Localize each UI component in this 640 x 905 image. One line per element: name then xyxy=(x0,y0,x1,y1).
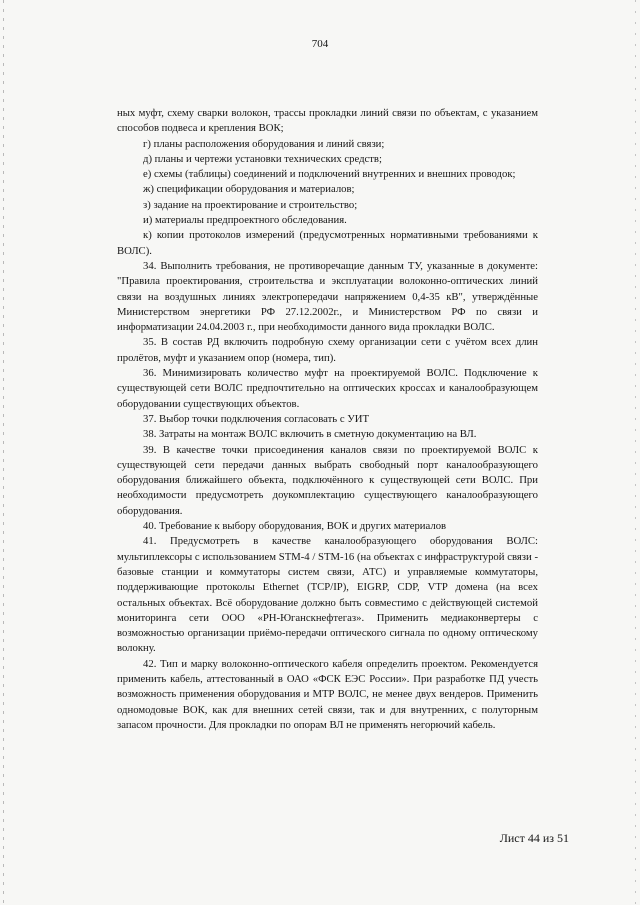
scan-edge-left xyxy=(3,0,4,905)
paragraph: 41. Предусмотреть в качестве каналообразующего оборудования ВОЛС: мультиплексоры с использованием STM-4 / STM-16 (на объектах с инфраструктурой связи - базовые станции и коммутаторы систем связи, АТС) и управляемые коммутаторы, поддерживающие протоколы Ethernet (TCP/IP), EIGRP, CDP, VTP домена (на всех остальных объектах. Всё оборудование должно быть совместимо с действующей системой мониторинга сети ООО «РН-Юганскнефтегаз». Применить медиаконвертеры с возможностью организации приёмо-передачи оптического сигнала по одному оптическому волокну. xyxy=(117,535,538,655)
paragraph: 36. Минимизировать количество муфт на проектируемой ВОЛС. Подключение к существующей сети ВОЛС предпочтительно на оптических кроссах и каналообразующем оборудовании существующих объектов. xyxy=(117,367,538,410)
paragraph: к) копии протоколов измерений (предусмотренных нормативными требованиями к ВОЛС). xyxy=(117,229,538,257)
paragraph: 42. Тип и марку волоконно-оптического кабеля определить проектом. Рекомендуется применить кабель, аттестованный в ОАО «ФСК ЕЭС России». При разработке ПД учесть возможность применения оборудования и МТР ВОЛС, не менее двух вендеров. Применить одномодовые ВОК, как для внешних сетей связи, так и для внутренних, с полуторным запасом прочности. Для прокладки по опорам ВЛ не применять негорючий кабель. xyxy=(117,657,538,731)
page-number: 704 xyxy=(311,38,329,50)
paragraph: з) задание на проектирование и строительство; xyxy=(143,198,358,211)
paragraph: г) планы расположения оборудования и линий связи; xyxy=(143,137,385,150)
paragraph: ных муфт, схему сварки волокон, трассы прокладки линий связи по объектам, с указанием способов подвеса и крепления ВОК; xyxy=(117,107,538,135)
paragraph: и) материалы предпроектного обследования. xyxy=(143,214,347,227)
paragraph: 39. В качестве точки присоединения каналов связи по проектируемой ВОЛС к существующей сети передачи данных выбрать свободный порт каналообразующего оборудования ближайшего объекта, подключённого к существующей сети ВОЛС. При необходимости предусмотреть доукомплектацию существующего каналообразующего оборудования. xyxy=(117,443,538,517)
paragraph: д) планы и чертежи установки технических средств; xyxy=(143,152,382,165)
paragraph: е) схемы (таблицы) соединений и подключений внутренних и внешних проводок; xyxy=(143,168,516,181)
sheet-label: Лист 44 из 51 xyxy=(499,831,569,845)
document-body xyxy=(117,106,538,733)
scan-edge-right xyxy=(635,0,636,905)
paragraph: 35. В состав РД включить подробную схему организации сети с учётом всех длин пролётов, муфт и указанием опор (номера, тип). xyxy=(117,336,538,364)
paragraph: 40. Требование к выбору оборудования, ВОК и других материалов xyxy=(143,520,447,533)
paragraph: ж) спецификации оборудования и материалов; xyxy=(143,183,355,196)
paragraph: 37. Выбор точки подключения согласовать с УИТ xyxy=(143,412,370,425)
paragraph: 38. Затраты на монтаж ВОЛС включить в сметную документацию на ВЛ. xyxy=(143,428,477,441)
paragraph: 34. Выполнить требования, не противоречащие данным ТУ, указанные в документе: "Правила проектирования, строительства и эксплуатации волоконно-оптических линий связи на воздушных линиях электропередачи напряжением 0,4-35 кВ", утверждённые Министерством энергетики РФ 27.12.2002г., и Министерством РФ по связи и информатизации 24.04.2003 г., при необходимости данного вида прокладки ВОЛС. xyxy=(117,259,538,334)
